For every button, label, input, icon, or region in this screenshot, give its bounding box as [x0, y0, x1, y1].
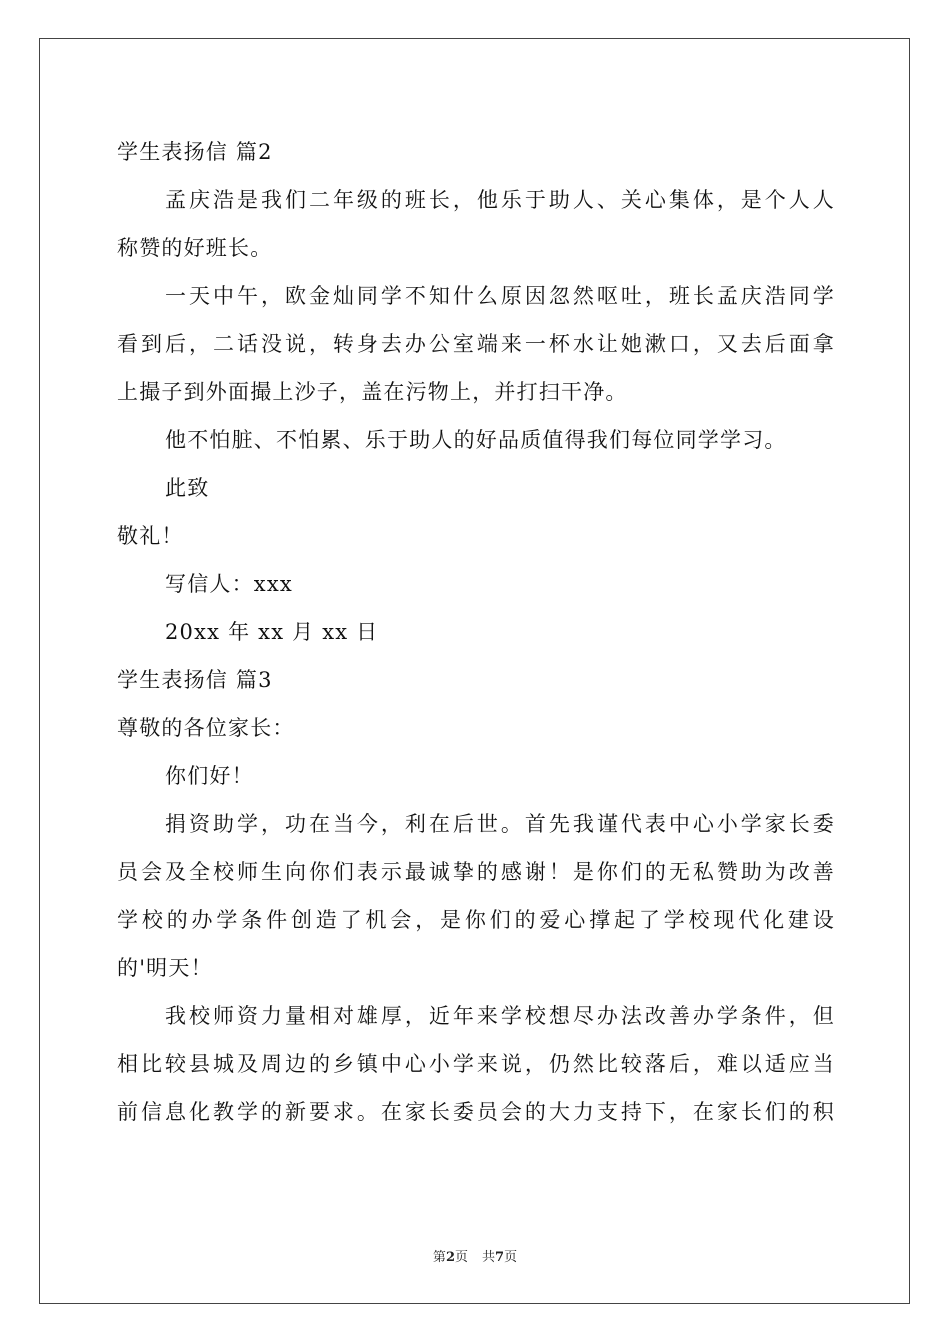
- text-line: 敬礼！: [117, 524, 184, 548]
- text-line: 相比较县城及周边的乡镇中心小学来说，仍然比较落后，难以适应当: [117, 1052, 835, 1076]
- total-prefix: 共: [482, 1250, 496, 1265]
- text-line: 捐资助学，功在当今，利在后世。首先我谨代表中心小学家长委: [165, 812, 835, 836]
- text-line: 上撮子到外面撮上沙子，盖在污物上，并打扫干净。: [117, 380, 628, 404]
- text-line: 学生表扬信 篇2: [117, 140, 273, 164]
- text-line: 员会及全校师生向你们表示最诚挚的感谢！是你们的无私赞助为改善: [117, 860, 835, 884]
- document-body: [117, 128, 835, 1136]
- text-line: 看到后，二话没说，转身去办公室端来一杯水让她漱口，又去后面拿: [117, 332, 835, 356]
- text-line: 的'明天！: [117, 956, 213, 980]
- page-footer: [0, 1246, 950, 1265]
- text-line: 学校的办学条件创造了机会，是你们的爱心撑起了学校现代化建设: [117, 908, 835, 932]
- page-number: 2: [445, 1250, 455, 1265]
- page-prefix: 第: [432, 1250, 446, 1265]
- text-line: 你们好！: [165, 764, 254, 788]
- text-line: 一天中午，欧金灿同学不知什么原因忽然呕吐，班长孟庆浩同学: [165, 284, 835, 308]
- text-line: 20xx 年 xx 月 xx 日: [165, 620, 379, 644]
- text-line: 写信人：xxx: [165, 572, 293, 596]
- text-line: 称赞的好班长。: [117, 236, 273, 260]
- text-line: 前信息化教学的新要求。在家长委员会的大力支持下，在家长们的积: [117, 1100, 835, 1124]
- text-line: 我校师资力量相对雄厚，近年来学校想尽办法改善办学条件，但: [165, 1004, 835, 1028]
- total-suffix: 页: [504, 1250, 518, 1265]
- text-line: 尊敬的各位家长：: [117, 716, 295, 740]
- text-line: 他不怕脏、不怕累、乐于助人的好品质值得我们每位同学学习。: [165, 428, 787, 452]
- text-line: 学生表扬信 篇3: [117, 668, 273, 692]
- total-pages: 7: [495, 1250, 505, 1265]
- page-suffix: 页: [454, 1250, 468, 1265]
- text-line: 此致: [165, 476, 210, 500]
- text-line: 孟庆浩是我们二年级的班长，他乐于助人、关心集体，是个人人: [165, 188, 835, 212]
